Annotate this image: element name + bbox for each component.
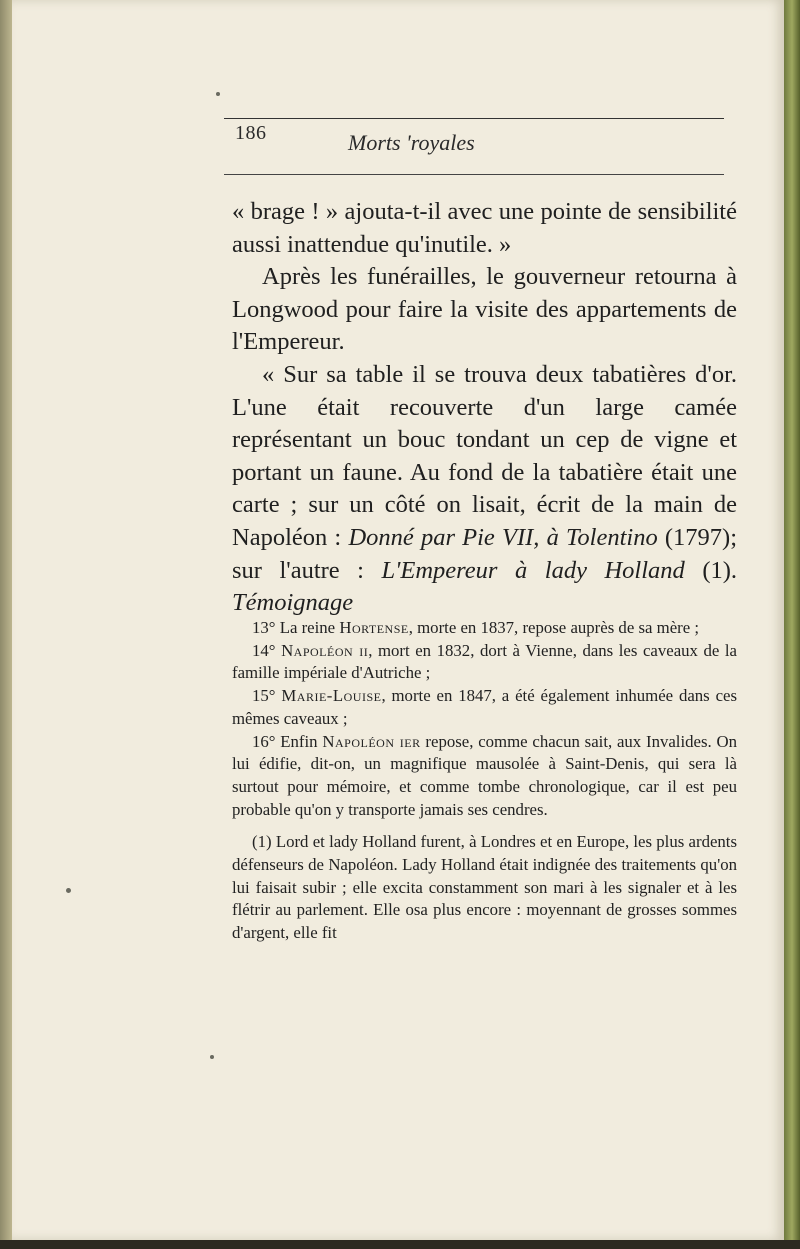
paper-speck xyxy=(66,888,71,893)
paper-speck xyxy=(210,1055,214,1059)
note-14 xyxy=(232,640,737,685)
note-14-text: , mort en 1832, dort à Vienne, dans les caveaux de la famille impériale d'Autriche ; xyxy=(232,640,737,683)
paragraph-3-text-c: (1). xyxy=(684,556,738,584)
book-bottom-edge xyxy=(0,1240,800,1249)
note-16 xyxy=(232,731,737,822)
page-header xyxy=(224,118,724,178)
book-left-edge xyxy=(0,0,12,1249)
paragraph-3-text-b: (1797); sur l'autre : xyxy=(232,523,738,584)
note-15-name: Marie-Louise xyxy=(281,686,382,706)
paragraph-3 xyxy=(232,359,737,620)
page-number: 186 xyxy=(235,122,267,144)
note-13-text: , morte en 1837, repose auprès de sa mère ; xyxy=(408,618,700,637)
note-16-text: repose, comme chacun sait, aux Invalides. On lui édifie, dit-on, un magnifique mausolée à Saint-Denis, qui sera là surtout pour mémoire, et comme tombe chronologique, car il est peu probable qu'on y transporte jamais ses cendres. xyxy=(232,731,737,819)
note-16-pre: Enfin xyxy=(275,731,323,751)
paragraph-3-italic-2: L'Empereur à lady Holland xyxy=(381,556,685,584)
paper-speck xyxy=(216,92,220,96)
header-rule-top xyxy=(224,118,724,119)
running-head: Morts 'royales xyxy=(348,130,475,155)
paragraph-3-text-a: « Sur sa table il se trouva deux tabatières d'or. L'une était recouverte d'un large camée représentant un bouc tondant un cep de vigne et portant un faune. Au fond de la tabatière était une carte ; sur un côté on lisait, écrit de la main de Napoléon : xyxy=(232,360,737,551)
book-right-edge xyxy=(784,0,800,1249)
note-13-pre: La reine xyxy=(275,618,340,637)
note-16-number: 16° xyxy=(252,731,276,751)
note-15-text: , morte en 1847, a été également inhumée dans ces mêmes caveaux ; xyxy=(232,686,737,728)
footnote-1: (1) Lord et lady Holland furent, à Londres et en Europe, les plus ardents défenseurs de Napoléon. Lady Holland était indignée des traitements qu'on lui faisait subir ; elle excita constamment son mari à les signaler et à les flétrir au parlement. Elle osa plus encore : moyennant de grosses sommes d'argent, elle fit xyxy=(232,832,737,943)
note-15 xyxy=(232,685,737,730)
note-13 xyxy=(232,617,737,640)
note-14-number: 14° xyxy=(252,640,276,660)
paragraph-1: « brage ! » ajouta-t-il avec une pointe de sensibilité aussi inattendue qu'inutile. » xyxy=(232,198,737,258)
paragraph-3-italic-1: Donné par Pie VII, à Tolentino xyxy=(348,523,658,551)
note-14-name: Napoléon ii xyxy=(281,640,369,660)
main-text xyxy=(232,196,737,620)
note-13-name: Hortense xyxy=(339,618,409,637)
note-15-number: 15° xyxy=(252,686,276,706)
paragraph-3-italic-3: Témoignage xyxy=(232,589,354,617)
note-16-name: Napoléon ier xyxy=(322,731,421,751)
note-13-number: 13° xyxy=(252,618,276,637)
header-rule-bottom xyxy=(224,174,724,175)
paragraph-2: Après les funérailles, le gouverneur retourna à Longwood pour faire la visite des appartements de l'Empereur. xyxy=(232,263,737,356)
notes-block xyxy=(232,617,737,945)
